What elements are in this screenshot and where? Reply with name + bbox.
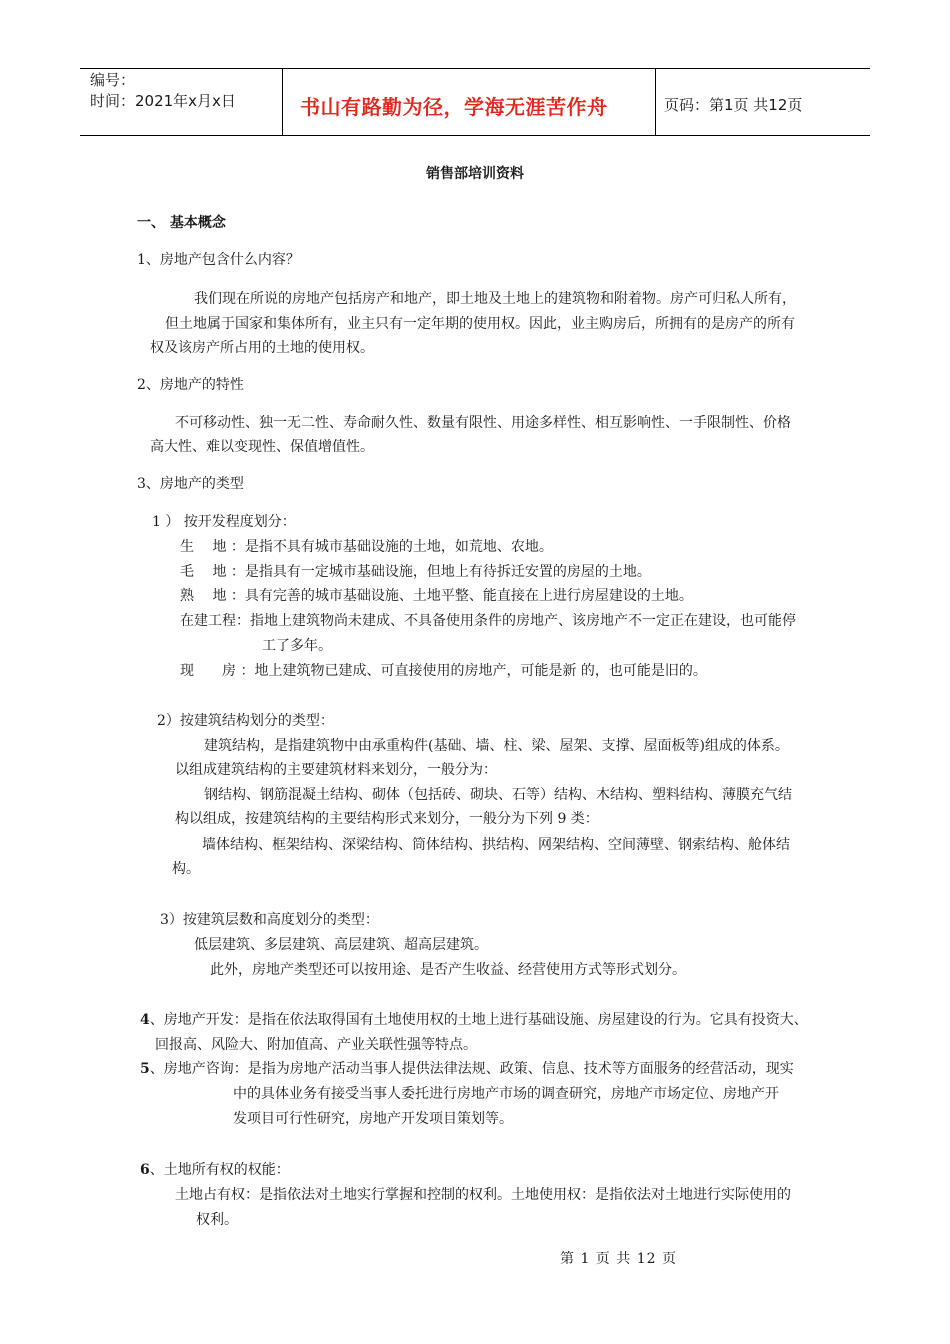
subsection-3-2-heading: 2）按建筑结构划分的类型： [157, 713, 334, 729]
item-5-line-3: 发项目可行性研究，房地产开发项目策划等。 [233, 1111, 513, 1127]
paragraph-2-line-1: 不可移动性、独一无二性、寿命耐久性、数量有限性、用途多样性、相互影响性、一手限制性、价格 [175, 415, 791, 431]
header-motto: 书山有路勤为径，学海无涯苦作舟 [300, 95, 608, 119]
header-bottom-border [80, 135, 870, 136]
subsection-3-3-heading: 3）按建筑层数和高度划分的类型： [160, 912, 379, 928]
structure-line-1: 建筑结构，是指建筑物中由承重构件(基础、墙、柱、梁、屋架、支撑、屋面板等)组成的体系。 [204, 738, 789, 754]
land-type-rough: 毛 地 ：是指具有一定城市基础设施，但地上有待拆迁安置的房屋的土地。 [180, 564, 651, 580]
question-2: 2、房地产的特性 [137, 377, 244, 393]
land-type-existing: 现 房 ：地上建筑物已建成、可直接使用的房地产，可能是新 的，也可能是旧的。 [180, 663, 707, 679]
structure-line-5: 墙体结构、框架结构、深梁结构、筒体结构、拱结构、网架结构、空间薄壁、钢索结构、舱体结 [202, 837, 790, 853]
item-6-line-1 [140, 1159, 290, 1179]
item-6-line-2: 土地占有权：是指依法对土地实行掌握和控制的权利。土地使用权：是指依法对土地进行实际使用的 [175, 1187, 791, 1203]
item-4-line-2: 回报高、风险大、附加值高、产业关联性强等特点。 [155, 1037, 477, 1053]
document-title: 销售部培训资料 [426, 166, 524, 182]
question-3: 3、房地产的类型 [137, 476, 244, 492]
land-type-developed: 熟 地 ：具有完善的城市基础设施、土地平整、能直接在上进行房屋建设的土地。 [180, 588, 693, 604]
land-type-under-construction: 在建工程：指地上建筑物尚未建成、不具备使用条件的房地产、该房地产不一定正在建设，也可能停 [180, 613, 796, 629]
document-time-label: 时间：2021年x月x日 [90, 92, 236, 110]
paragraph-1-line-3: 权及该房产所占用的土地的使用权。 [150, 340, 374, 356]
item-6-text: 、土地所有权的权能： [149, 1162, 290, 1178]
other-types-line: 此外，房地产类型还可以按用途、是否产生收益、经营使用方式等形式划分。 [210, 962, 686, 978]
subsection-3-1-heading: 1 ） 按开发程度划分： [152, 514, 296, 530]
structure-line-2: 以组成建筑结构的主要建筑材料来划分，一般分为： [175, 762, 497, 778]
item-5-line-2: 中的具体业务有接受当事人委托进行房地产市场的调查研究，房地产市场定位、房地产开 [233, 1086, 779, 1102]
item-5-text: 、房地产咨询：是指为房地产活动当事人提供法律法规、政策、信息、技术等方面服务的经营活动，现实 [149, 1061, 794, 1077]
item-4-text: 、房地产开发：是指在依法取得国有土地使用权的土地上进行基础设施、房屋建设的行为。它具有投资大、 [149, 1012, 808, 1028]
header-divider-left [282, 68, 283, 136]
land-type-raw: 生 地 ：是指不具有城市基础设施的土地，如荒地、农地。 [180, 539, 553, 555]
structure-line-3: 钢结构、钢筋混凝土结构、砌体（包括砖、砌块、石等）结构、木结构、塑料结构、薄膜充气结 [204, 787, 792, 803]
land-type-under-construction-cont: 工了多年。 [262, 638, 332, 654]
structure-line-6: 构。 [172, 861, 200, 877]
header-page-info: 页码：第1页 共12页 [664, 96, 803, 114]
header-top-border [80, 68, 870, 69]
item-4-line-1 [140, 1009, 808, 1029]
item-4-number: 4 [140, 1012, 150, 1028]
structure-line-4: 构以组成，按建筑结构的主要结构形式来划分，一般分为下列 9 类： [175, 811, 599, 827]
header-divider-right [655, 68, 656, 136]
page-footer: 第 1 页 共 12 页 [560, 1251, 677, 1267]
question-1: 1、房地产包含什么内容？ [137, 252, 300, 268]
paragraph-1-line-1: 我们现在所说的房地产包括房产和地产，即土地及土地上的建筑物和附着物。房产可归私人所有， [194, 291, 796, 307]
item-6-number: 6 [140, 1162, 150, 1178]
section-heading: 一、 基本概念 [137, 215, 226, 231]
height-types-line: 低层建筑、多层建筑、高层建筑、超高层建筑。 [194, 937, 488, 953]
paragraph-2-line-2: 高大性、难以变现性、保值增值性。 [150, 439, 374, 455]
item-6-line-3: 权利。 [196, 1212, 238, 1228]
item-5-line-1 [140, 1058, 794, 1078]
paragraph-1-line-2: 但土地属于国家和集体所有，业主只有一定年期的使用权。因此，业主购房后，所拥有的是房产的所有 [165, 316, 795, 332]
document-number-label: 编号： [90, 71, 136, 89]
item-5-number: 5 [140, 1061, 150, 1077]
